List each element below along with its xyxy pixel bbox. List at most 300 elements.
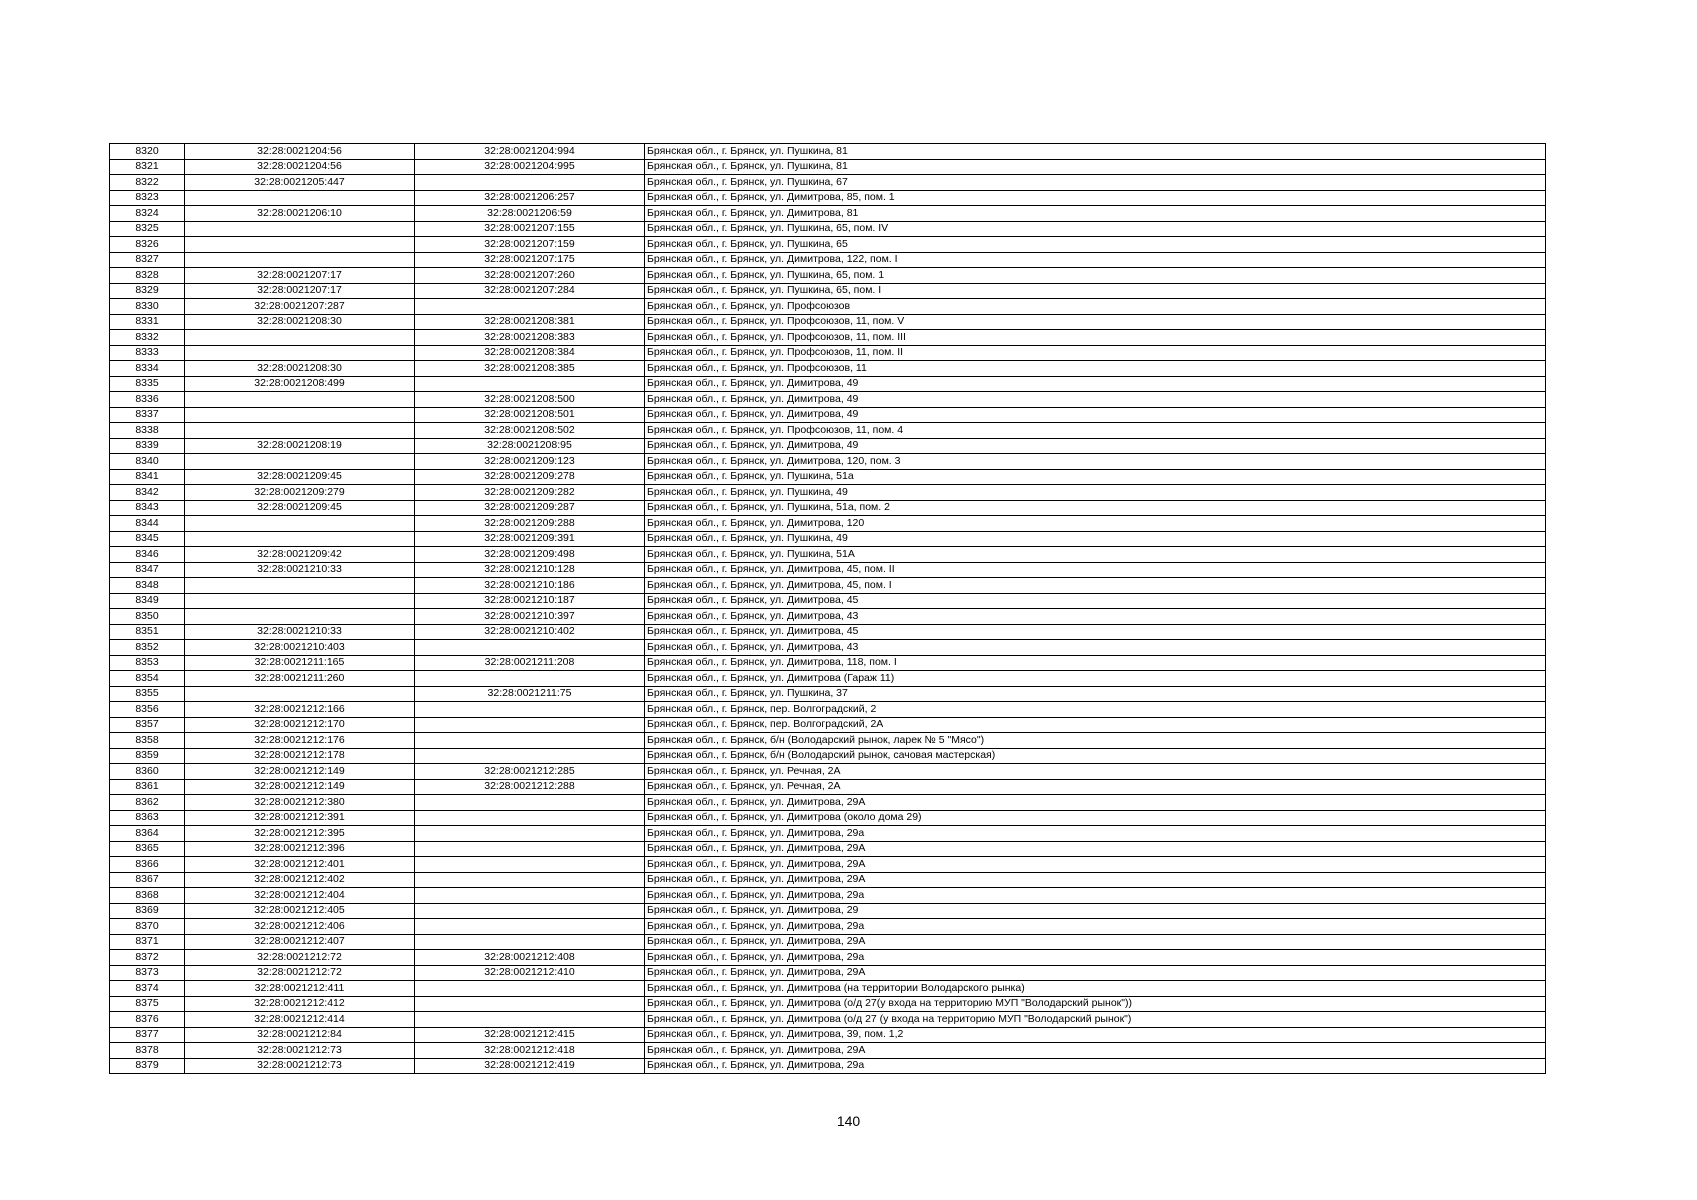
- land-cadastral-number-cell: 32:28:0021211:165: [185, 655, 415, 671]
- address-cell: Брянская обл., г. Брянск, ул. Димитрова, 81: [645, 206, 1546, 222]
- land-cadastral-number-cell: [185, 330, 415, 346]
- row-number-cell: 8373: [110, 965, 185, 981]
- land-cadastral-number-cell: [185, 221, 415, 237]
- registry-table: [109, 143, 1546, 1074]
- land-cadastral-number-cell: [185, 516, 415, 532]
- registry-table-body: [110, 144, 1546, 1074]
- object-cadastral-number-cell: [415, 872, 645, 888]
- object-cadastral-number-cell: 32:28:0021209:498: [415, 547, 645, 563]
- land-cadastral-number-cell: 32:28:0021212:149: [185, 779, 415, 795]
- table-row: [110, 779, 1546, 795]
- land-cadastral-number-cell: 32:28:0021212:72: [185, 965, 415, 981]
- table-row: [110, 376, 1546, 392]
- address-cell: Брянская обл., г. Брянск, ул. Димитрова (о/д 27 (у входа на территорию МУП "Володарский рынок"): [645, 1012, 1546, 1028]
- address-cell: Брянская обл., г. Брянск, б/н (Володарский рынок, ларек № 5 "Мясо"): [645, 733, 1546, 749]
- address-cell: Брянская обл., г. Брянск, ул. Пушкина, 67: [645, 175, 1546, 191]
- table-row: [110, 996, 1546, 1012]
- row-number-cell: 8366: [110, 857, 185, 873]
- row-number-cell: 8346: [110, 547, 185, 563]
- address-cell: Брянская обл., г. Брянск, ул. Профсоюзов: [645, 299, 1546, 315]
- table-row: [110, 671, 1546, 687]
- object-cadastral-number-cell: 32:28:0021209:278: [415, 469, 645, 485]
- object-cadastral-number-cell: 32:28:0021210:187: [415, 593, 645, 609]
- table-row: [110, 686, 1546, 702]
- address-cell: Брянская обл., г. Брянск, ул. Димитрова (Гараж 11): [645, 671, 1546, 687]
- land-cadastral-number-cell: [185, 252, 415, 268]
- address-cell: Брянская обл., г. Брянск, ул. Пушкина, 49: [645, 531, 1546, 547]
- object-cadastral-number-cell: 32:28:0021207:284: [415, 283, 645, 299]
- object-cadastral-number-cell: [415, 903, 645, 919]
- table-row: [110, 562, 1546, 578]
- table-row: [110, 330, 1546, 346]
- address-cell: Брянская обл., г. Брянск, ул. Пушкина, 51а: [645, 469, 1546, 485]
- object-cadastral-number-cell: 32:28:0021208:502: [415, 423, 645, 439]
- address-cell: Брянская обл., г. Брянск, ул. Димитрова, 29А: [645, 872, 1546, 888]
- table-row: [110, 547, 1546, 563]
- address-cell: Брянская обл., г. Брянск, ул. Пушкина, 65, пом. I: [645, 283, 1546, 299]
- object-cadastral-number-cell: 32:28:0021212:408: [415, 950, 645, 966]
- land-cadastral-number-cell: 32:28:0021209:42: [185, 547, 415, 563]
- row-number-cell: 8369: [110, 903, 185, 919]
- address-cell: Брянская обл., г. Брянск, ул. Димитрова, 29А: [645, 1043, 1546, 1059]
- object-cadastral-number-cell: 32:28:0021212:410: [415, 965, 645, 981]
- object-cadastral-number-cell: 32:28:0021210:397: [415, 609, 645, 625]
- object-cadastral-number-cell: 32:28:0021208:501: [415, 407, 645, 423]
- object-cadastral-number-cell: 32:28:0021212:415: [415, 1027, 645, 1043]
- address-cell: Брянская обл., г. Брянск, ул. Пушкина, 65, пом. IV: [645, 221, 1546, 237]
- table-row: [110, 640, 1546, 656]
- land-cadastral-number-cell: 32:28:0021211:260: [185, 671, 415, 687]
- row-number-cell: 8320: [110, 144, 185, 160]
- row-number-cell: 8364: [110, 826, 185, 842]
- table-row: [110, 500, 1546, 516]
- object-cadastral-number-cell: 32:28:0021212:419: [415, 1058, 645, 1074]
- address-cell: Брянская обл., г. Брянск, ул. Димитрова, 49: [645, 438, 1546, 454]
- land-cadastral-number-cell: 32:28:0021208:499: [185, 376, 415, 392]
- land-cadastral-number-cell: 32:28:0021212:402: [185, 872, 415, 888]
- table-row: [110, 144, 1546, 160]
- table-row: [110, 578, 1546, 594]
- land-cadastral-number-cell: 32:28:0021212:407: [185, 934, 415, 950]
- object-cadastral-number-cell: 32:28:0021209:391: [415, 531, 645, 547]
- row-number-cell: 8362: [110, 795, 185, 811]
- address-cell: Брянская обл., г. Брянск, пер. Волгоградский, 2А: [645, 717, 1546, 733]
- address-cell: Брянская обл., г. Брянск, ул. Димитрова, 39, пом. 1,2: [645, 1027, 1546, 1043]
- object-cadastral-number-cell: [415, 1012, 645, 1028]
- address-cell: Брянская обл., г. Брянск, ул. Речная, 2А: [645, 779, 1546, 795]
- land-cadastral-number-cell: 32:28:0021207:17: [185, 268, 415, 284]
- address-cell: Брянская обл., г. Брянск, ул. Пушкина, 81: [645, 159, 1546, 175]
- row-number-cell: 8338: [110, 423, 185, 439]
- address-cell: Брянская обл., г. Брянск, ул. Димитрова, 29А: [645, 841, 1546, 857]
- land-cadastral-number-cell: 32:28:0021212:411: [185, 981, 415, 997]
- table-row: [110, 981, 1546, 997]
- table-row: [110, 624, 1546, 640]
- row-number-cell: 8378: [110, 1043, 185, 1059]
- land-cadastral-number-cell: 32:28:0021212:176: [185, 733, 415, 749]
- table-row: [110, 407, 1546, 423]
- row-number-cell: 8350: [110, 609, 185, 625]
- table-row: [110, 748, 1546, 764]
- object-cadastral-number-cell: 32:28:0021212:288: [415, 779, 645, 795]
- land-cadastral-number-cell: [185, 407, 415, 423]
- address-cell: Брянская обл., г. Брянск, ул. Димитрова (около дома 29): [645, 810, 1546, 826]
- table-row: [110, 888, 1546, 904]
- row-number-cell: 8337: [110, 407, 185, 423]
- object-cadastral-number-cell: [415, 996, 645, 1012]
- row-number-cell: 8336: [110, 392, 185, 408]
- row-number-cell: 8367: [110, 872, 185, 888]
- table-row: [110, 190, 1546, 206]
- object-cadastral-number-cell: 32:28:0021207:155: [415, 221, 645, 237]
- address-cell: Брянская обл., г. Брянск, ул. Димитрова, 118, пом. I: [645, 655, 1546, 671]
- row-number-cell: 8361: [110, 779, 185, 795]
- object-cadastral-number-cell: [415, 640, 645, 656]
- object-cadastral-number-cell: 32:28:0021206:257: [415, 190, 645, 206]
- row-number-cell: 8339: [110, 438, 185, 454]
- row-number-cell: 8335: [110, 376, 185, 392]
- address-cell: Брянская обл., г. Брянск, ул. Димитрова, 45, пом. II: [645, 562, 1546, 578]
- table-row: [110, 795, 1546, 811]
- address-cell: Брянская обл., г. Брянск, ул. Димитрова, 49: [645, 407, 1546, 423]
- table-row: [110, 516, 1546, 532]
- object-cadastral-number-cell: 32:28:0021209:282: [415, 485, 645, 501]
- row-number-cell: 8359: [110, 748, 185, 764]
- address-cell: Брянская обл., г. Брянск, ул. Димитрова, 29А: [645, 934, 1546, 950]
- table-row: [110, 826, 1546, 842]
- row-number-cell: 8333: [110, 345, 185, 361]
- object-cadastral-number-cell: [415, 934, 645, 950]
- row-number-cell: 8323: [110, 190, 185, 206]
- land-cadastral-number-cell: [185, 345, 415, 361]
- land-cadastral-number-cell: 32:28:0021210:33: [185, 562, 415, 578]
- row-number-cell: 8349: [110, 593, 185, 609]
- land-cadastral-number-cell: 32:28:0021212:396: [185, 841, 415, 857]
- address-cell: Брянская обл., г. Брянск, ул. Пушкина, 37: [645, 686, 1546, 702]
- object-cadastral-number-cell: 32:28:0021208:381: [415, 314, 645, 330]
- object-cadastral-number-cell: [415, 299, 645, 315]
- object-cadastral-number-cell: [415, 376, 645, 392]
- table-row: [110, 609, 1546, 625]
- land-cadastral-number-cell: [185, 686, 415, 702]
- row-number-cell: 8344: [110, 516, 185, 532]
- table-row: [110, 361, 1546, 377]
- land-cadastral-number-cell: [185, 237, 415, 253]
- row-number-cell: 8368: [110, 888, 185, 904]
- land-cadastral-number-cell: [185, 609, 415, 625]
- object-cadastral-number-cell: 32:28:0021209:288: [415, 516, 645, 532]
- object-cadastral-number-cell: 32:28:0021204:994: [415, 144, 645, 160]
- table-row: [110, 1058, 1546, 1074]
- object-cadastral-number-cell: 32:28:0021208:500: [415, 392, 645, 408]
- land-cadastral-number-cell: 32:28:0021208:19: [185, 438, 415, 454]
- object-cadastral-number-cell: 32:28:0021206:59: [415, 206, 645, 222]
- land-cadastral-number-cell: 32:28:0021208:30: [185, 361, 415, 377]
- table-row: [110, 1012, 1546, 1028]
- address-cell: Брянская обл., г. Брянск, ул. Димитрова (о/д 27(у входа на территорию МУП "Володарский рынок")): [645, 996, 1546, 1012]
- row-number-cell: 8371: [110, 934, 185, 950]
- table-row: [110, 717, 1546, 733]
- land-cadastral-number-cell: 32:28:0021212:406: [185, 919, 415, 935]
- land-cadastral-number-cell: 32:28:0021206:10: [185, 206, 415, 222]
- row-number-cell: 8365: [110, 841, 185, 857]
- object-cadastral-number-cell: [415, 702, 645, 718]
- table-row: [110, 934, 1546, 950]
- address-cell: Брянская обл., г. Брянск, ул. Димитрова, 29А: [645, 795, 1546, 811]
- table-row: [110, 655, 1546, 671]
- land-cadastral-number-cell: 32:28:0021212:73: [185, 1058, 415, 1074]
- land-cadastral-number-cell: 32:28:0021209:45: [185, 500, 415, 516]
- address-cell: Брянская обл., г. Брянск, ул. Пушкина, 65: [645, 237, 1546, 253]
- land-cadastral-number-cell: 32:28:0021204:56: [185, 144, 415, 160]
- row-number-cell: 8347: [110, 562, 185, 578]
- address-cell: Брянская обл., г. Брянск, ул. Димитрова, 43: [645, 640, 1546, 656]
- address-cell: Брянская обл., г. Брянск, ул. Димитрова, 45: [645, 624, 1546, 640]
- table-row: [110, 314, 1546, 330]
- address-cell: Брянская обл., г. Брянск, ул. Пушкина, 51А: [645, 547, 1546, 563]
- address-cell: Брянская обл., г. Брянск, б/н (Володарский рынок, сачовая мастерская): [645, 748, 1546, 764]
- row-number-cell: 8343: [110, 500, 185, 516]
- row-number-cell: 8375: [110, 996, 185, 1012]
- row-number-cell: 8351: [110, 624, 185, 640]
- object-cadastral-number-cell: [415, 795, 645, 811]
- table-row: [110, 872, 1546, 888]
- object-cadastral-number-cell: [415, 826, 645, 842]
- land-cadastral-number-cell: [185, 593, 415, 609]
- land-cadastral-number-cell: 32:28:0021205:447: [185, 175, 415, 191]
- row-number-cell: 8358: [110, 733, 185, 749]
- table-row: [110, 392, 1546, 408]
- land-cadastral-number-cell: 32:28:0021212:166: [185, 702, 415, 718]
- address-cell: Брянская обл., г. Брянск, ул. Пушкина, 49: [645, 485, 1546, 501]
- table-row: [110, 159, 1546, 175]
- address-cell: Брянская обл., г. Брянск, ул. Димитрова, 120, пом. 3: [645, 454, 1546, 470]
- address-cell: Брянская обл., г. Брянск, ул. Профсоюзов, 11, пом. V: [645, 314, 1546, 330]
- address-cell: Брянская обл., г. Брянск, ул. Димитрова, 29а: [645, 1058, 1546, 1074]
- table-row: [110, 950, 1546, 966]
- row-number-cell: 8352: [110, 640, 185, 656]
- land-cadastral-number-cell: 32:28:0021209:279: [185, 485, 415, 501]
- object-cadastral-number-cell: 32:28:0021204:995: [415, 159, 645, 175]
- address-cell: Брянская обл., г. Брянск, ул. Димитрова, 29а: [645, 919, 1546, 935]
- object-cadastral-number-cell: 32:28:0021208:385: [415, 361, 645, 377]
- land-cadastral-number-cell: 32:28:0021207:287: [185, 299, 415, 315]
- table-row: [110, 857, 1546, 873]
- row-number-cell: 8348: [110, 578, 185, 594]
- object-cadastral-number-cell: 32:28:0021211:75: [415, 686, 645, 702]
- land-cadastral-number-cell: 32:28:0021212:401: [185, 857, 415, 873]
- object-cadastral-number-cell: 32:28:0021212:285: [415, 764, 645, 780]
- row-number-cell: 8340: [110, 454, 185, 470]
- table-row: [110, 345, 1546, 361]
- row-number-cell: 8327: [110, 252, 185, 268]
- land-cadastral-number-cell: [185, 578, 415, 594]
- object-cadastral-number-cell: 32:28:0021210:128: [415, 562, 645, 578]
- row-number-cell: 8372: [110, 950, 185, 966]
- address-cell: Брянская обл., г. Брянск, ул. Димитрова, 29: [645, 903, 1546, 919]
- table-row: [110, 764, 1546, 780]
- address-cell: Брянская обл., г. Брянск, ул. Пушкина, 51а, пом. 2: [645, 500, 1546, 516]
- row-number-cell: 8328: [110, 268, 185, 284]
- table-row: [110, 469, 1546, 485]
- table-row: [110, 175, 1546, 191]
- table-row: [110, 206, 1546, 222]
- table-row: [110, 810, 1546, 826]
- row-number-cell: 8342: [110, 485, 185, 501]
- row-number-cell: 8355: [110, 686, 185, 702]
- land-cadastral-number-cell: 32:28:0021212:391: [185, 810, 415, 826]
- land-cadastral-number-cell: 32:28:0021210:403: [185, 640, 415, 656]
- address-cell: Брянская обл., г. Брянск, ул. Пушкина, 81: [645, 144, 1546, 160]
- address-cell: Брянская обл., г. Брянск, ул. Димитрова, 43: [645, 609, 1546, 625]
- row-number-cell: 8322: [110, 175, 185, 191]
- object-cadastral-number-cell: 32:28:0021207:175: [415, 252, 645, 268]
- row-number-cell: 8331: [110, 314, 185, 330]
- table-row: [110, 454, 1546, 470]
- object-cadastral-number-cell: [415, 919, 645, 935]
- table-row: [110, 531, 1546, 547]
- object-cadastral-number-cell: [415, 733, 645, 749]
- land-cadastral-number-cell: 32:28:0021212:73: [185, 1043, 415, 1059]
- object-cadastral-number-cell: 32:28:0021208:95: [415, 438, 645, 454]
- table-row: [110, 221, 1546, 237]
- address-cell: Брянская обл., г. Брянск, ул. Димитрова, 29а: [645, 888, 1546, 904]
- object-cadastral-number-cell: 32:28:0021207:159: [415, 237, 645, 253]
- table-row: [110, 268, 1546, 284]
- row-number-cell: 8360: [110, 764, 185, 780]
- row-number-cell: 8379: [110, 1058, 185, 1074]
- object-cadastral-number-cell: [415, 888, 645, 904]
- land-cadastral-number-cell: [185, 531, 415, 547]
- object-cadastral-number-cell: 32:28:0021208:383: [415, 330, 645, 346]
- table-row: [110, 903, 1546, 919]
- address-cell: Брянская обл., г. Брянск, ул. Димитрова, 85, пом. 1: [645, 190, 1546, 206]
- object-cadastral-number-cell: [415, 175, 645, 191]
- address-cell: Брянская обл., г. Брянск, ул. Профсоюзов, 11, пом. II: [645, 345, 1546, 361]
- table-row: [110, 841, 1546, 857]
- address-cell: Брянская обл., г. Брянск, ул. Димитрова, 45, пом. I: [645, 578, 1546, 594]
- row-number-cell: 8377: [110, 1027, 185, 1043]
- address-cell: Брянская обл., г. Брянск, ул. Профсоюзов, 11, пом. 4: [645, 423, 1546, 439]
- object-cadastral-number-cell: 32:28:0021212:418: [415, 1043, 645, 1059]
- address-cell: Брянская обл., г. Брянск, ул. Димитрова, 49: [645, 392, 1546, 408]
- address-cell: Брянская обл., г. Брянск, ул. Речная, 2А: [645, 764, 1546, 780]
- address-cell: Брянская обл., г. Брянск, ул. Димитрова, 120: [645, 516, 1546, 532]
- address-cell: Брянская обл., г. Брянск, ул. Димитрова, 29А: [645, 965, 1546, 981]
- table-row: [110, 1043, 1546, 1059]
- address-cell: Брянская обл., г. Брянск, ул. Димитрова, 29а: [645, 950, 1546, 966]
- row-number-cell: 8353: [110, 655, 185, 671]
- land-cadastral-number-cell: 32:28:0021212:178: [185, 748, 415, 764]
- row-number-cell: 8334: [110, 361, 185, 377]
- table-row: [110, 283, 1546, 299]
- object-cadastral-number-cell: 32:28:0021209:123: [415, 454, 645, 470]
- object-cadastral-number-cell: 32:28:0021207:260: [415, 268, 645, 284]
- row-number-cell: 8341: [110, 469, 185, 485]
- table-row: [110, 965, 1546, 981]
- object-cadastral-number-cell: 32:28:0021210:402: [415, 624, 645, 640]
- land-cadastral-number-cell: 32:28:0021212:404: [185, 888, 415, 904]
- land-cadastral-number-cell: 32:28:0021212:380: [185, 795, 415, 811]
- object-cadastral-number-cell: 32:28:0021208:384: [415, 345, 645, 361]
- land-cadastral-number-cell: [185, 392, 415, 408]
- land-cadastral-number-cell: 32:28:0021212:170: [185, 717, 415, 733]
- row-number-cell: 8345: [110, 531, 185, 547]
- row-number-cell: 8321: [110, 159, 185, 175]
- land-cadastral-number-cell: 32:28:0021212:395: [185, 826, 415, 842]
- address-cell: Брянская обл., г. Брянск, ул. Димитрова, 45: [645, 593, 1546, 609]
- object-cadastral-number-cell: [415, 671, 645, 687]
- row-number-cell: 8354: [110, 671, 185, 687]
- address-cell: Брянская обл., г. Брянск, ул. Профсоюзов, 11, пом. III: [645, 330, 1546, 346]
- page-number: 140: [836, 1113, 861, 1129]
- object-cadastral-number-cell: 32:28:0021209:287: [415, 500, 645, 516]
- table-row: [110, 252, 1546, 268]
- land-cadastral-number-cell: 32:28:0021212:414: [185, 1012, 415, 1028]
- object-cadastral-number-cell: 32:28:0021211:208: [415, 655, 645, 671]
- row-number-cell: 8357: [110, 717, 185, 733]
- address-cell: Брянская обл., г. Брянск, ул. Профсоюзов, 11: [645, 361, 1546, 377]
- address-cell: Брянская обл., г. Брянск, ул. Димитрова, 29А: [645, 857, 1546, 873]
- land-cadastral-number-cell: [185, 190, 415, 206]
- object-cadastral-number-cell: [415, 748, 645, 764]
- land-cadastral-number-cell: 32:28:0021212:412: [185, 996, 415, 1012]
- table-row: [110, 438, 1546, 454]
- row-number-cell: 8324: [110, 206, 185, 222]
- address-cell: Брянская обл., г. Брянск, ул. Димитрова, 122, пом. I: [645, 252, 1546, 268]
- address-cell: Брянская обл., г. Брянск, ул. Димитрова, 29а: [645, 826, 1546, 842]
- address-cell: Брянская обл., г. Брянск, ул. Димитрова, 49: [645, 376, 1546, 392]
- land-cadastral-number-cell: 32:28:0021209:45: [185, 469, 415, 485]
- row-number-cell: 8370: [110, 919, 185, 935]
- table-row: [110, 702, 1546, 718]
- table-row: [110, 423, 1546, 439]
- land-cadastral-number-cell: 32:28:0021212:149: [185, 764, 415, 780]
- address-cell: Брянская обл., г. Брянск, ул. Пушкина, 65, пом. 1: [645, 268, 1546, 284]
- object-cadastral-number-cell: [415, 717, 645, 733]
- land-cadastral-number-cell: 32:28:0021212:405: [185, 903, 415, 919]
- row-number-cell: 8332: [110, 330, 185, 346]
- land-cadastral-number-cell: 32:28:0021210:33: [185, 624, 415, 640]
- row-number-cell: 8363: [110, 810, 185, 826]
- land-cadastral-number-cell: [185, 423, 415, 439]
- row-number-cell: 8325: [110, 221, 185, 237]
- table-row: [110, 485, 1546, 501]
- land-cadastral-number-cell: [185, 454, 415, 470]
- object-cadastral-number-cell: 32:28:0021210:186: [415, 578, 645, 594]
- object-cadastral-number-cell: [415, 841, 645, 857]
- table-row: [110, 733, 1546, 749]
- object-cadastral-number-cell: [415, 981, 645, 997]
- row-number-cell: 8326: [110, 237, 185, 253]
- row-number-cell: 8376: [110, 1012, 185, 1028]
- object-cadastral-number-cell: [415, 810, 645, 826]
- land-cadastral-number-cell: 32:28:0021212:72: [185, 950, 415, 966]
- address-cell: Брянская обл., г. Брянск, пер. Волгоградский, 2: [645, 702, 1546, 718]
- row-number-cell: 8330: [110, 299, 185, 315]
- land-cadastral-number-cell: 32:28:0021204:56: [185, 159, 415, 175]
- address-cell: Брянская обл., г. Брянск, ул. Димитрова (на территории Володарского рынка): [645, 981, 1546, 997]
- row-number-cell: 8329: [110, 283, 185, 299]
- row-number-cell: 8374: [110, 981, 185, 997]
- table-row: [110, 593, 1546, 609]
- table-row: [110, 1027, 1546, 1043]
- row-number-cell: 8356: [110, 702, 185, 718]
- table-row: [110, 237, 1546, 253]
- table-row: [110, 919, 1546, 935]
- object-cadastral-number-cell: [415, 857, 645, 873]
- land-cadastral-number-cell: 32:28:0021207:17: [185, 283, 415, 299]
